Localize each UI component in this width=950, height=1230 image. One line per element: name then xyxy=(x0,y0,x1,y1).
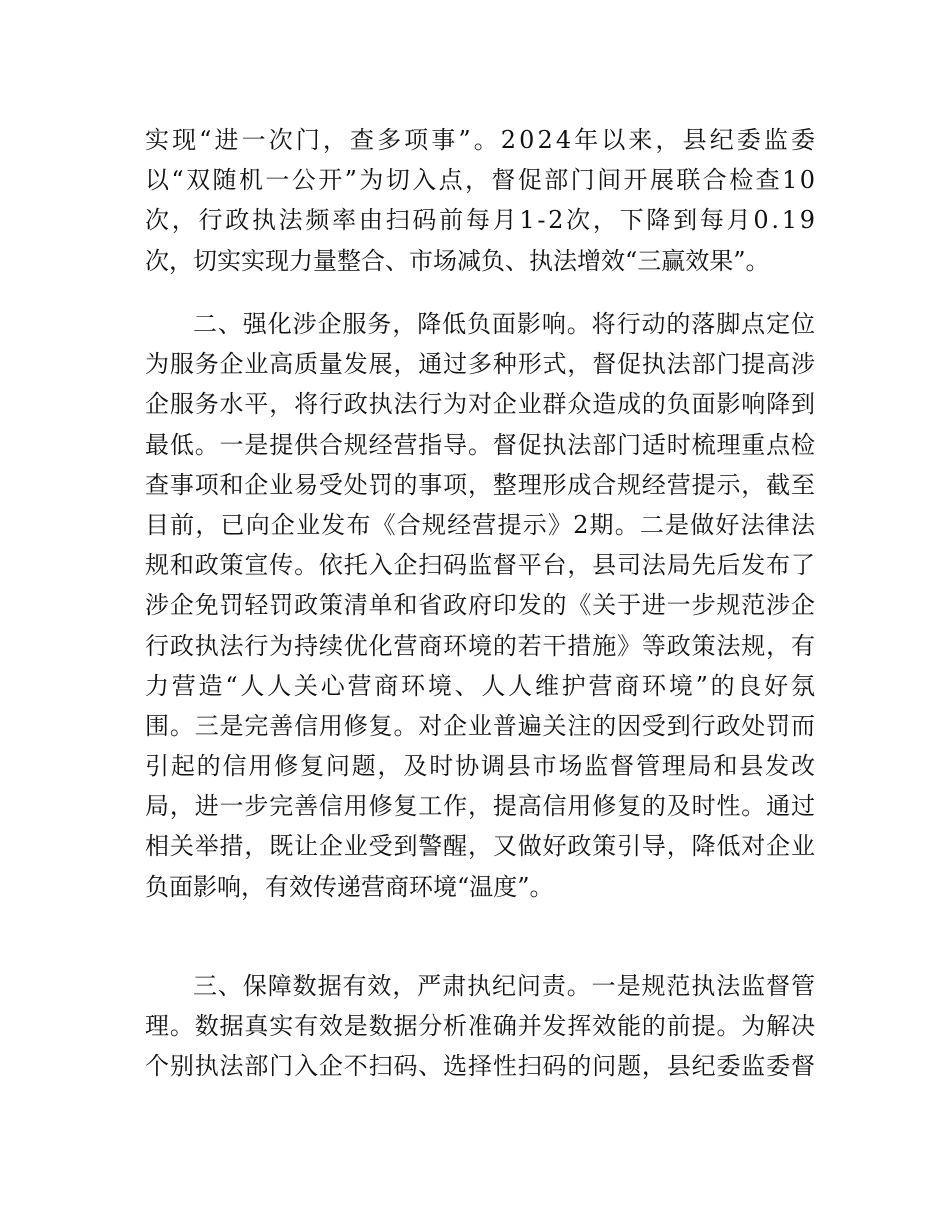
text-line: 相关举措，既让企业受到警醒，又做好政策引导，降低对企业 xyxy=(145,832,816,861)
text-line: 局，进一步完善信用修复工作，提高信用修复的及时性。通过 xyxy=(145,792,816,821)
text-line: 企服务水平，将行政执法行为对企业群众造成的负面影响降到 xyxy=(145,390,816,419)
paragraph-3 xyxy=(145,966,815,1087)
text-line: 二、强化涉企服务，降低负面影响。将行动的落脚点定位 xyxy=(193,310,816,338)
text-line: 涉企免罚轻罚政策清单和省政府印发的《关于进一步规范涉企 xyxy=(145,591,816,620)
text-line: 三、保障数据有效，严肃执纪问责。一是规范执法监督管 xyxy=(193,972,816,1000)
text-line: 力营造“人人关心营商环境、人人维护营商环境”的良好氛 xyxy=(145,671,818,700)
text-line: 次，行政执法频率由扫码前每月1-2次，下降到每月0.19 xyxy=(145,206,818,235)
text-line: 负面影响，有效传递营商环境“温度”。 xyxy=(145,872,554,901)
text-line: 最低。一是提供合规经营指导。督促执法部门适时梳理重点检 xyxy=(145,430,816,459)
paragraph-2 xyxy=(145,304,818,907)
text-line: 理。数据真实有效是数据分析准确并发挥效能的前提。为解决 xyxy=(145,1012,816,1041)
text-line: 规和政策宣传。依托入企扫码监督平台，县司法局先后发布了 xyxy=(145,551,816,580)
text-line: 为服务企业高质量发展，通过多种形式，督促执法部门提高涉 xyxy=(145,350,816,379)
text-line: 目前，已向企业发布《合规经营提示》2期。二是做好法律法 xyxy=(145,510,817,539)
text-line: 以“双随机一公开”为切入点，督促部门间开展联合检查10 xyxy=(145,166,818,195)
text-line: 查事项和企业易受处罚的事项，整理形成合规经营提示，截至 xyxy=(145,470,816,499)
text-line: 行政执法行为持续优化营商环境的若干措施》等政策法规，有 xyxy=(145,631,816,660)
paragraph-1 xyxy=(145,120,819,281)
text-line: 引起的信用修复问题，及时协调县市场监督管理局和县发改 xyxy=(145,752,817,781)
text-line: 围。三是完善信用修复。对企业普遍关注的因受到行政处罚而 xyxy=(145,711,816,740)
text-line: 次，切实实现力量整合、市场减负、执法增效“三赢效果”。 xyxy=(145,246,770,275)
text-line: 实现“进一次门，查多项事”。2024年以来，县纪委监委 xyxy=(145,126,819,154)
text-line: 个别执法部门入企不扫码、选择性扫码的问题，县纪委监委督 xyxy=(145,1052,816,1081)
